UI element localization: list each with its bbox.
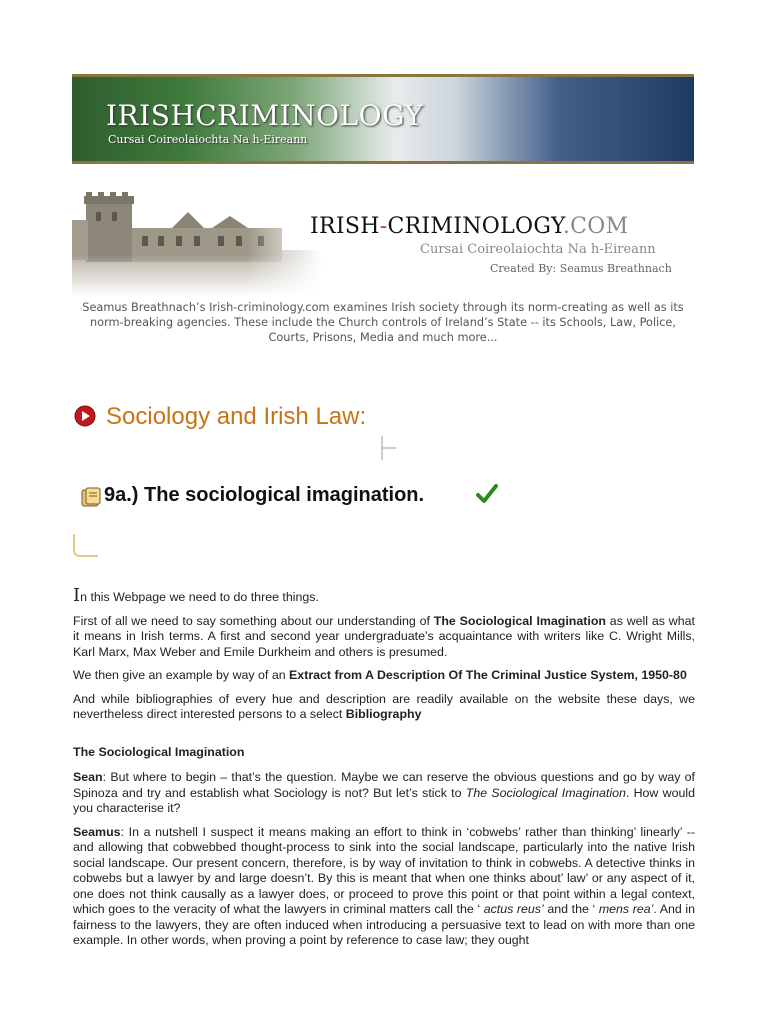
paragraph-seamus: Seamus: In a nutshell I suspect it means making an effort to think in ‘cobwebs’ rather than thinking’ linearly’ -- and allowing that cobwebbed thought-process to sink into the social landscape, particularly into the native Irish social landscape. Our present concern, therefore, is by way of invitation to think in cobwebs. A detective thinks in cobwebs but a lawyer by and large doesn’t. By this is meant that when one thinks about’ law’ or any aspect of it, one does not think causally as a lawyer does, or proceed to prove this point or that point within a legal context, which goes to the veracity of what the lawyers in criminal matters call the ‘ actus reus’ and the ‘ mens rea’. And in fairness to the lawyers, they are often induced when introducing a persuasive text to lead on with more than one example. In other words, when proving a point by reference to case law; they ought: [73, 824, 696, 947]
paragraph-second-aim: We then give an example by way of an Extract from A Description Of The Criminal Justice System, 1950-80: [73, 668, 687, 682]
checkmark-icon: [476, 484, 498, 504]
subsection-title: 9a.) The sociological imagination.: [104, 484, 425, 506]
banner-title: IRISHCRIMINOLOGY: [106, 99, 424, 132]
speaker-seamus: Seamus: [73, 824, 121, 839]
created-by: Created By: Seamus Breathnach: [490, 262, 672, 275]
link-sociological-imagination[interactable]: The Sociological Imagination: [433, 613, 606, 628]
castle-illustration: [72, 192, 322, 296]
paragraph-intro: In this Webpage we need to do three things.: [73, 585, 319, 606]
folder-icon: [80, 486, 102, 508]
link-bibliography[interactable]: Bibliography: [345, 707, 422, 721]
intro-text: Seamus Breathnach’s Irish-criminology.com examines Irish society through its norm-creating as well as its norm-breaking agencies. These include the Church controls of Ireland’s State -- its Schools, Law, Police, Courts, Prisons, Media and much more...: [82, 301, 684, 344]
paragraph-sean: Sean: But where to begin – that’s the question. Maybe we can reserve the obvious questions and go by way of Spinoza and try and establish what Sociology is not? But let’s stick to The Sociological Imagination. How would you characterise it?: [73, 770, 696, 815]
site-banner[interactable]: [72, 74, 694, 164]
section-title: Sociology and Irish Law:: [106, 403, 367, 430]
section-heading: The Sociological Imagination: [73, 744, 245, 759]
paragraph-third-aim: And while bibliographies of every hue and description are readily available on the website these days, we nevertheless direct interested persons to a select Bibliography: [73, 691, 695, 721]
banner-subtitle: Cursai Coireolaiochta Na h-Eireann: [108, 133, 308, 146]
text-cursor-icon: [378, 436, 398, 462]
site-title: IRISH-CRIMINOLOGY.COM: [310, 214, 629, 239]
corner-decoration-icon: [72, 532, 100, 558]
article-body: [73, 585, 696, 957]
speaker-sean: Sean: [73, 770, 103, 784]
play-bullet-icon: [74, 405, 96, 427]
paragraph-first-aim: First of all we need to say something about our understanding of The Sociological Imagination as well as what it means in Irish terms. A first and second year undergraduate’s acquaintance with writers like C. Wright Mills, Karl Marx, Max Weber and Emile Durkheim and others is presumed.: [73, 613, 695, 659]
site-subtitle: Cursai Coireolaiochta Na h-Eireann: [420, 242, 656, 257]
link-extract[interactable]: Extract from A Description Of The Criminal Justice System, 1950-80: [289, 668, 687, 682]
